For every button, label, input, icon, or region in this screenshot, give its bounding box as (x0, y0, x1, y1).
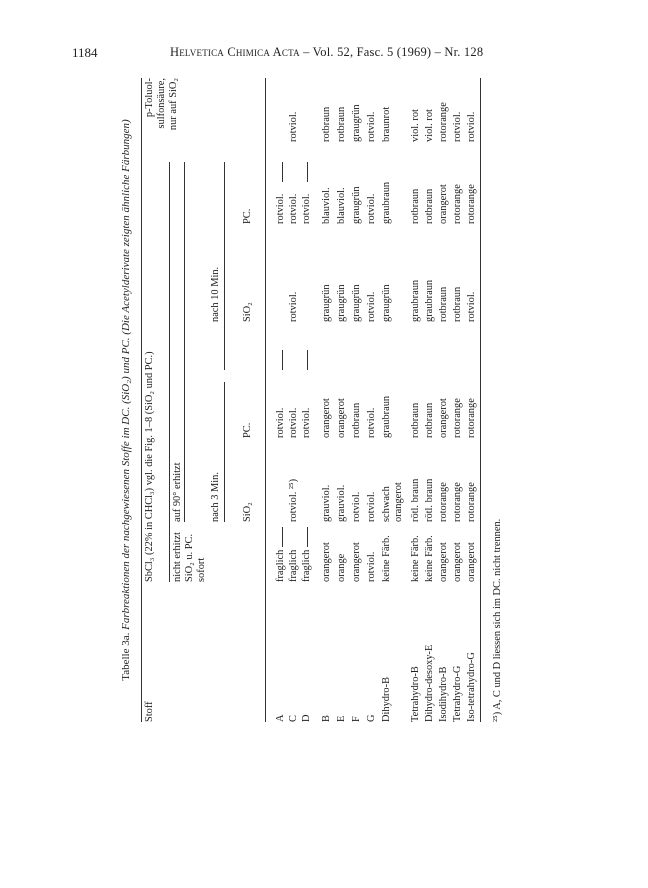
journal-issue: – Vol. 52, Fasc. 5 (1969) – Nr. 128 (303, 45, 484, 59)
r9-p10: rotbraun (424, 188, 435, 224)
r3-p3: orangerot (321, 398, 332, 438)
r0-stoff: A (275, 714, 286, 722)
r4-s10: graugrün (336, 284, 347, 322)
r6-s3: rotviol. (366, 491, 377, 522)
r4-p10: blauviol. (336, 187, 347, 224)
header-nach3: nach 3 Min. (210, 472, 221, 522)
r10-ne: orangerot (438, 542, 449, 582)
r9-pt: viol. rot (424, 109, 435, 142)
r7-p10: graubraun (381, 181, 392, 224)
r7-stoff: Dihydro-B (381, 676, 392, 722)
r8-stoff: Tetrahydro-B (410, 666, 421, 722)
table-label: Tabelle 3a. (120, 632, 132, 681)
r11-ne: orangerot (452, 542, 463, 582)
r10-stoff: Isodihydro-B (438, 666, 449, 722)
r4-stoff: E (336, 715, 347, 722)
page-number: 1184 (72, 45, 98, 60)
r10-s3: rotorange (438, 482, 449, 522)
header-pc-10min: PC. (242, 208, 253, 224)
r6-ne: rotviol. (366, 551, 377, 582)
r5-p10: graugrün (351, 186, 362, 224)
r10-pt: rotorange (438, 102, 449, 142)
r5-s10: graugrün (351, 284, 362, 322)
r1-p3: rotviol. (288, 407, 299, 438)
table-footnote: ²⁵) A, C und D liessen sich im DC. nicht trennen. (492, 518, 503, 722)
rule-under-nach3 (224, 382, 225, 522)
r3-pt: rotbraun (321, 106, 332, 142)
r7-p3: graubraun (381, 395, 392, 438)
r7-s10: graugrün (381, 284, 392, 322)
r6-s10: rotviol. (366, 291, 377, 322)
r12-s3: rotorange (466, 482, 477, 522)
r12-p3: rotorange (466, 398, 477, 438)
group-bracket-1a (282, 527, 283, 547)
r6-pt: rotviol. (366, 111, 377, 142)
r1-p10: rotviol. (288, 193, 299, 224)
r0-p3: rotviol. (275, 407, 286, 438)
header-pc-3min: PC. (242, 422, 253, 438)
r3-stoff: B (321, 715, 332, 722)
header-nicht-erhitzt-2: SiO₂ u. PC. (184, 533, 195, 582)
r11-p3: rotorange (452, 398, 463, 438)
r9-stoff: Dihydro-desoxy-E (424, 644, 435, 722)
r0-p10: rotviol. (275, 193, 286, 224)
r1-ne: fraglich (288, 549, 299, 582)
r5-ne: orangerot (351, 542, 362, 582)
rule-under-sbcl3 (169, 162, 170, 582)
r10-p10: orangerot (438, 184, 449, 224)
r5-stoff: F (351, 716, 362, 722)
header-nicht-erhitzt-1: nicht erhitzt (172, 532, 183, 582)
r3-p10: blauviol. (321, 187, 332, 224)
r11-s10: rotbraun (452, 286, 463, 322)
r10-s10: rotbraun (438, 286, 449, 322)
journal-name: Helvetica Chimica Acta (170, 45, 300, 59)
group-bracket-1b (307, 527, 308, 547)
rule-under-nach10 (224, 162, 225, 370)
r4-ne: orange (336, 553, 347, 582)
r4-pt: rotbraun (336, 106, 347, 142)
group-bracket-3b (307, 162, 308, 182)
r4-s3: grauviol. (336, 484, 347, 522)
header-ptol-2: sulfonsäure, (156, 78, 167, 129)
group-bracket-2b (307, 350, 308, 370)
r5-pt: graugrün (351, 104, 362, 142)
r8-s3: rötl. braun (410, 478, 421, 522)
r2-p10: rotviol. (301, 193, 312, 224)
r0-ne: fraglich (275, 549, 286, 582)
r6-stoff: G (366, 714, 377, 722)
r4-p3: orangerot (336, 398, 347, 438)
header-ptol-1: p-Toluol- (144, 78, 155, 118)
r8-p10: rotbraun (410, 188, 421, 224)
r7-ne: keine Färb. (381, 535, 392, 582)
r3-s10: graugrün (321, 284, 332, 322)
rule-top (141, 78, 142, 722)
rule-bottom (480, 78, 481, 722)
r11-s3: rotorange (452, 482, 463, 522)
r3-ne: orangerot (321, 542, 332, 582)
r6-p10: rotviol. (366, 193, 377, 224)
r2-p3: rotviol. (301, 407, 312, 438)
header-nach10: nach 10 Min. (210, 266, 221, 322)
r1-pt: rotviol. (288, 111, 299, 142)
r5-p3: rotbraun (351, 402, 362, 438)
r1-s3: rotviol. ²⁵) (288, 478, 299, 522)
header-sbcl3: SbCl₃ (22% in CHCl₃) vgl. die Fig. 1–8 (SiO₂ und PC.) (144, 351, 155, 582)
running-header (170, 45, 483, 60)
r1-s10: rotviol. (288, 291, 299, 322)
r8-p3: rotbraun (410, 402, 421, 438)
r11-p10: rotorange (452, 184, 463, 224)
r12-p10: rotorange (466, 184, 477, 224)
table-caption-text: Farbreaktionen der nachgewiesenen Stoffe im DC. (SiO₂) und PC. (Die Acetylderivate zeigten ähnliche Färbungen) (120, 119, 132, 630)
table-caption (120, 78, 133, 722)
r12-stoff: Iso-tetrahydro-G (466, 652, 477, 722)
header-sio2-10min: SiO₂ (242, 302, 253, 322)
r12-ne: orangerot (466, 542, 477, 582)
r9-ne: keine Färb. (424, 535, 435, 582)
header-nicht-erhitzt-3: sofort (196, 557, 207, 582)
header-sio2-3min: SiO₂ (242, 502, 253, 522)
r8-pt: viol. rot (410, 109, 421, 142)
r1-stoff: C (288, 715, 299, 722)
r7-s3b: orangerot (393, 482, 404, 522)
r7-s3: schwach (381, 486, 392, 522)
r8-s10: graubraun (410, 279, 421, 322)
rotated-table-region (120, 78, 512, 722)
header-stoff: Stoff (144, 701, 155, 722)
r11-pt: rotviol. (452, 111, 463, 142)
r5-s3: rotviol. (351, 491, 362, 522)
header-auf90: auf 90° erhitzt (172, 462, 183, 522)
r11-stoff: Tetrahydro-G (452, 665, 463, 722)
group-bracket-3a (282, 162, 283, 182)
r2-stoff: D (301, 714, 312, 722)
group-bracket-2a (282, 350, 283, 370)
r3-s3: grauviol. (321, 484, 332, 522)
r9-s10: graubraun (424, 279, 435, 322)
r9-p3: rotbraun (424, 402, 435, 438)
rule-header-bottom (265, 78, 266, 722)
r9-s3: rötl. braun (424, 478, 435, 522)
r6-p3: rotviol. (366, 407, 377, 438)
r12-s10: rotviol. (466, 291, 477, 322)
r7-pt: braunrot (381, 106, 392, 142)
r2-ne: fraglich (301, 549, 312, 582)
r12-pt: rotviol. (466, 111, 477, 142)
r8-ne: keine Färb. (410, 535, 421, 582)
header-ptol-3: nur auf SiO₂ (168, 78, 179, 131)
r10-p3: orangerot (438, 398, 449, 438)
